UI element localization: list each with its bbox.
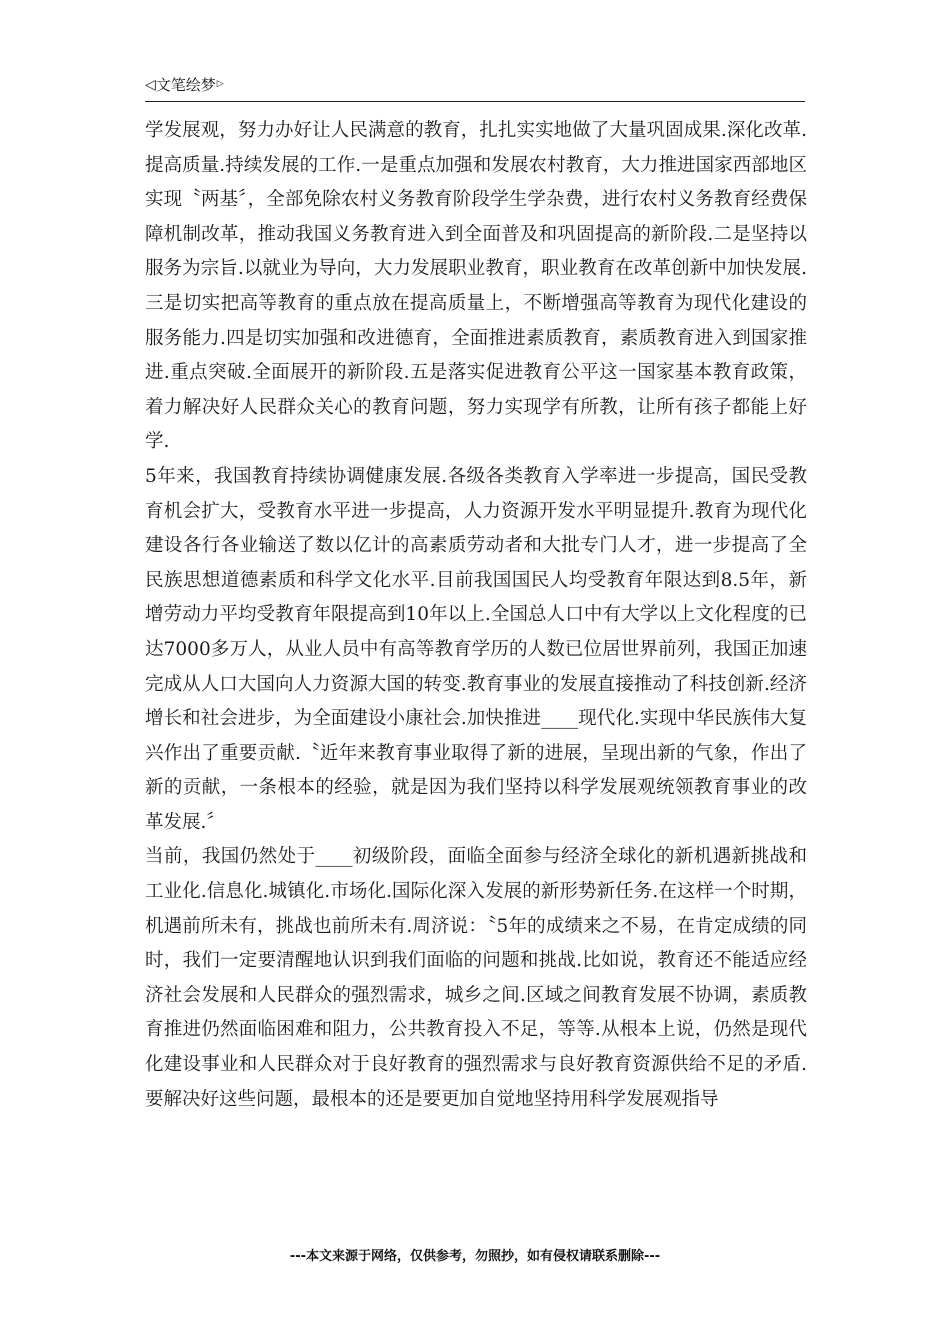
footer-disclaimer: ---本文来源于网络，仅供参考，勿照抄，如有侵权请联系删除--- [289, 1249, 661, 1264]
header-title: 文笔绘梦 [155, 76, 216, 94]
document-body [145, 114, 807, 1117]
page-header [145, 74, 805, 102]
paragraph-1: 学发展观，努力办好让人民满意的教育，扎扎实实地做了大量巩固成果.深化改革.提高质量.持续发展的工作.一是重点加强和发展农村教育，大力推进国家西部地区实现〝两基〞，全部免除农村义务教育阶段学生学杂费，进行农村义务教育经费保障机制改革，推动我国义务教育进入到全面普及和巩固提高的新阶段.二是坚持以服务为宗旨.以就业为导向，大力发展职业教育，职业教育在改革创新中加快发展.三是切实把高等教育的重点放在提高质量上，不断增强高等教育为现代化建设的服务能力.四是切实加强和改进德育，全面推进素质教育，素质教育进入到国家推进.重点突破.全面展开的新阶段.五是落实促进教育公平这一国家基本教育政策，着力解决好人民群众关心的教育问题，努力实现学有所教，让所有孩子都能上好学. [145, 120, 807, 453]
paragraph-2: 5年来，我国教育持续协调健康发展.各级各类教育入学率进一步提高，国民受教育机会扩大，受教育水平进一步提高，人力资源开发水平明显提升.教育为现代化建设各行各业输送了数以亿计的高素质劳动者和大批专门人才，进一步提高了全民族思想道德素质和科学文化水平.目前我国国民人均受教育年限达到8.5年，新增劳动力平均受教育年限提高到10年以上.全国总人口中有大学以上文化程度的已达7000多万人，从业人员中有高等教育学历的人数已位居世界前列，我国正加速完成从人口大国向人力资源大国的转变.教育事业的发展直接推动了科技创新.经济增长和社会进步，为全面建设小康社会.加快推进____现代化.实现中华民族伟大复兴作出了重要贡献.〝近年来教育事业取得了新的进展，呈现出新的气象，作出了新的贡献，一条根本的经验，就是因为我们坚持以科学发展观统领教育事业的改革发展.〞 [145, 465, 807, 833]
right-triangle-icon: ▷ [216, 79, 224, 89]
left-triangle-icon: ◁ [145, 76, 156, 93]
paragraph-3: 当前，我国仍然处于____初级阶段，面临全面参与经济全球化的新机遇新挑战和工业化.信息化.城镇化.市场化.国际化深入发展的新形势新任务.在这样一个时期，机遇前所未有，挑战也前所未有.周济说：〝5年的成绩来之不易，在肯定成绩的同时，我们一定要清醒地认识到我们面临的问题和挑战.比如说，教育还不能适应经济社会发展和人民群众的强烈需求，城乡之间.区域之间教育发展不协调，素质教育推进仍然面临困难和阻力，公共教育投入不足，等等.从根本上说，仍然是现代化建设事业和人民群众对于良好教育的强烈需求与良好教育资源供给不足的矛盾.要解决好这些问题，最根本的还是要更加自觉地坚持用科学发展观指导 [145, 846, 807, 1110]
